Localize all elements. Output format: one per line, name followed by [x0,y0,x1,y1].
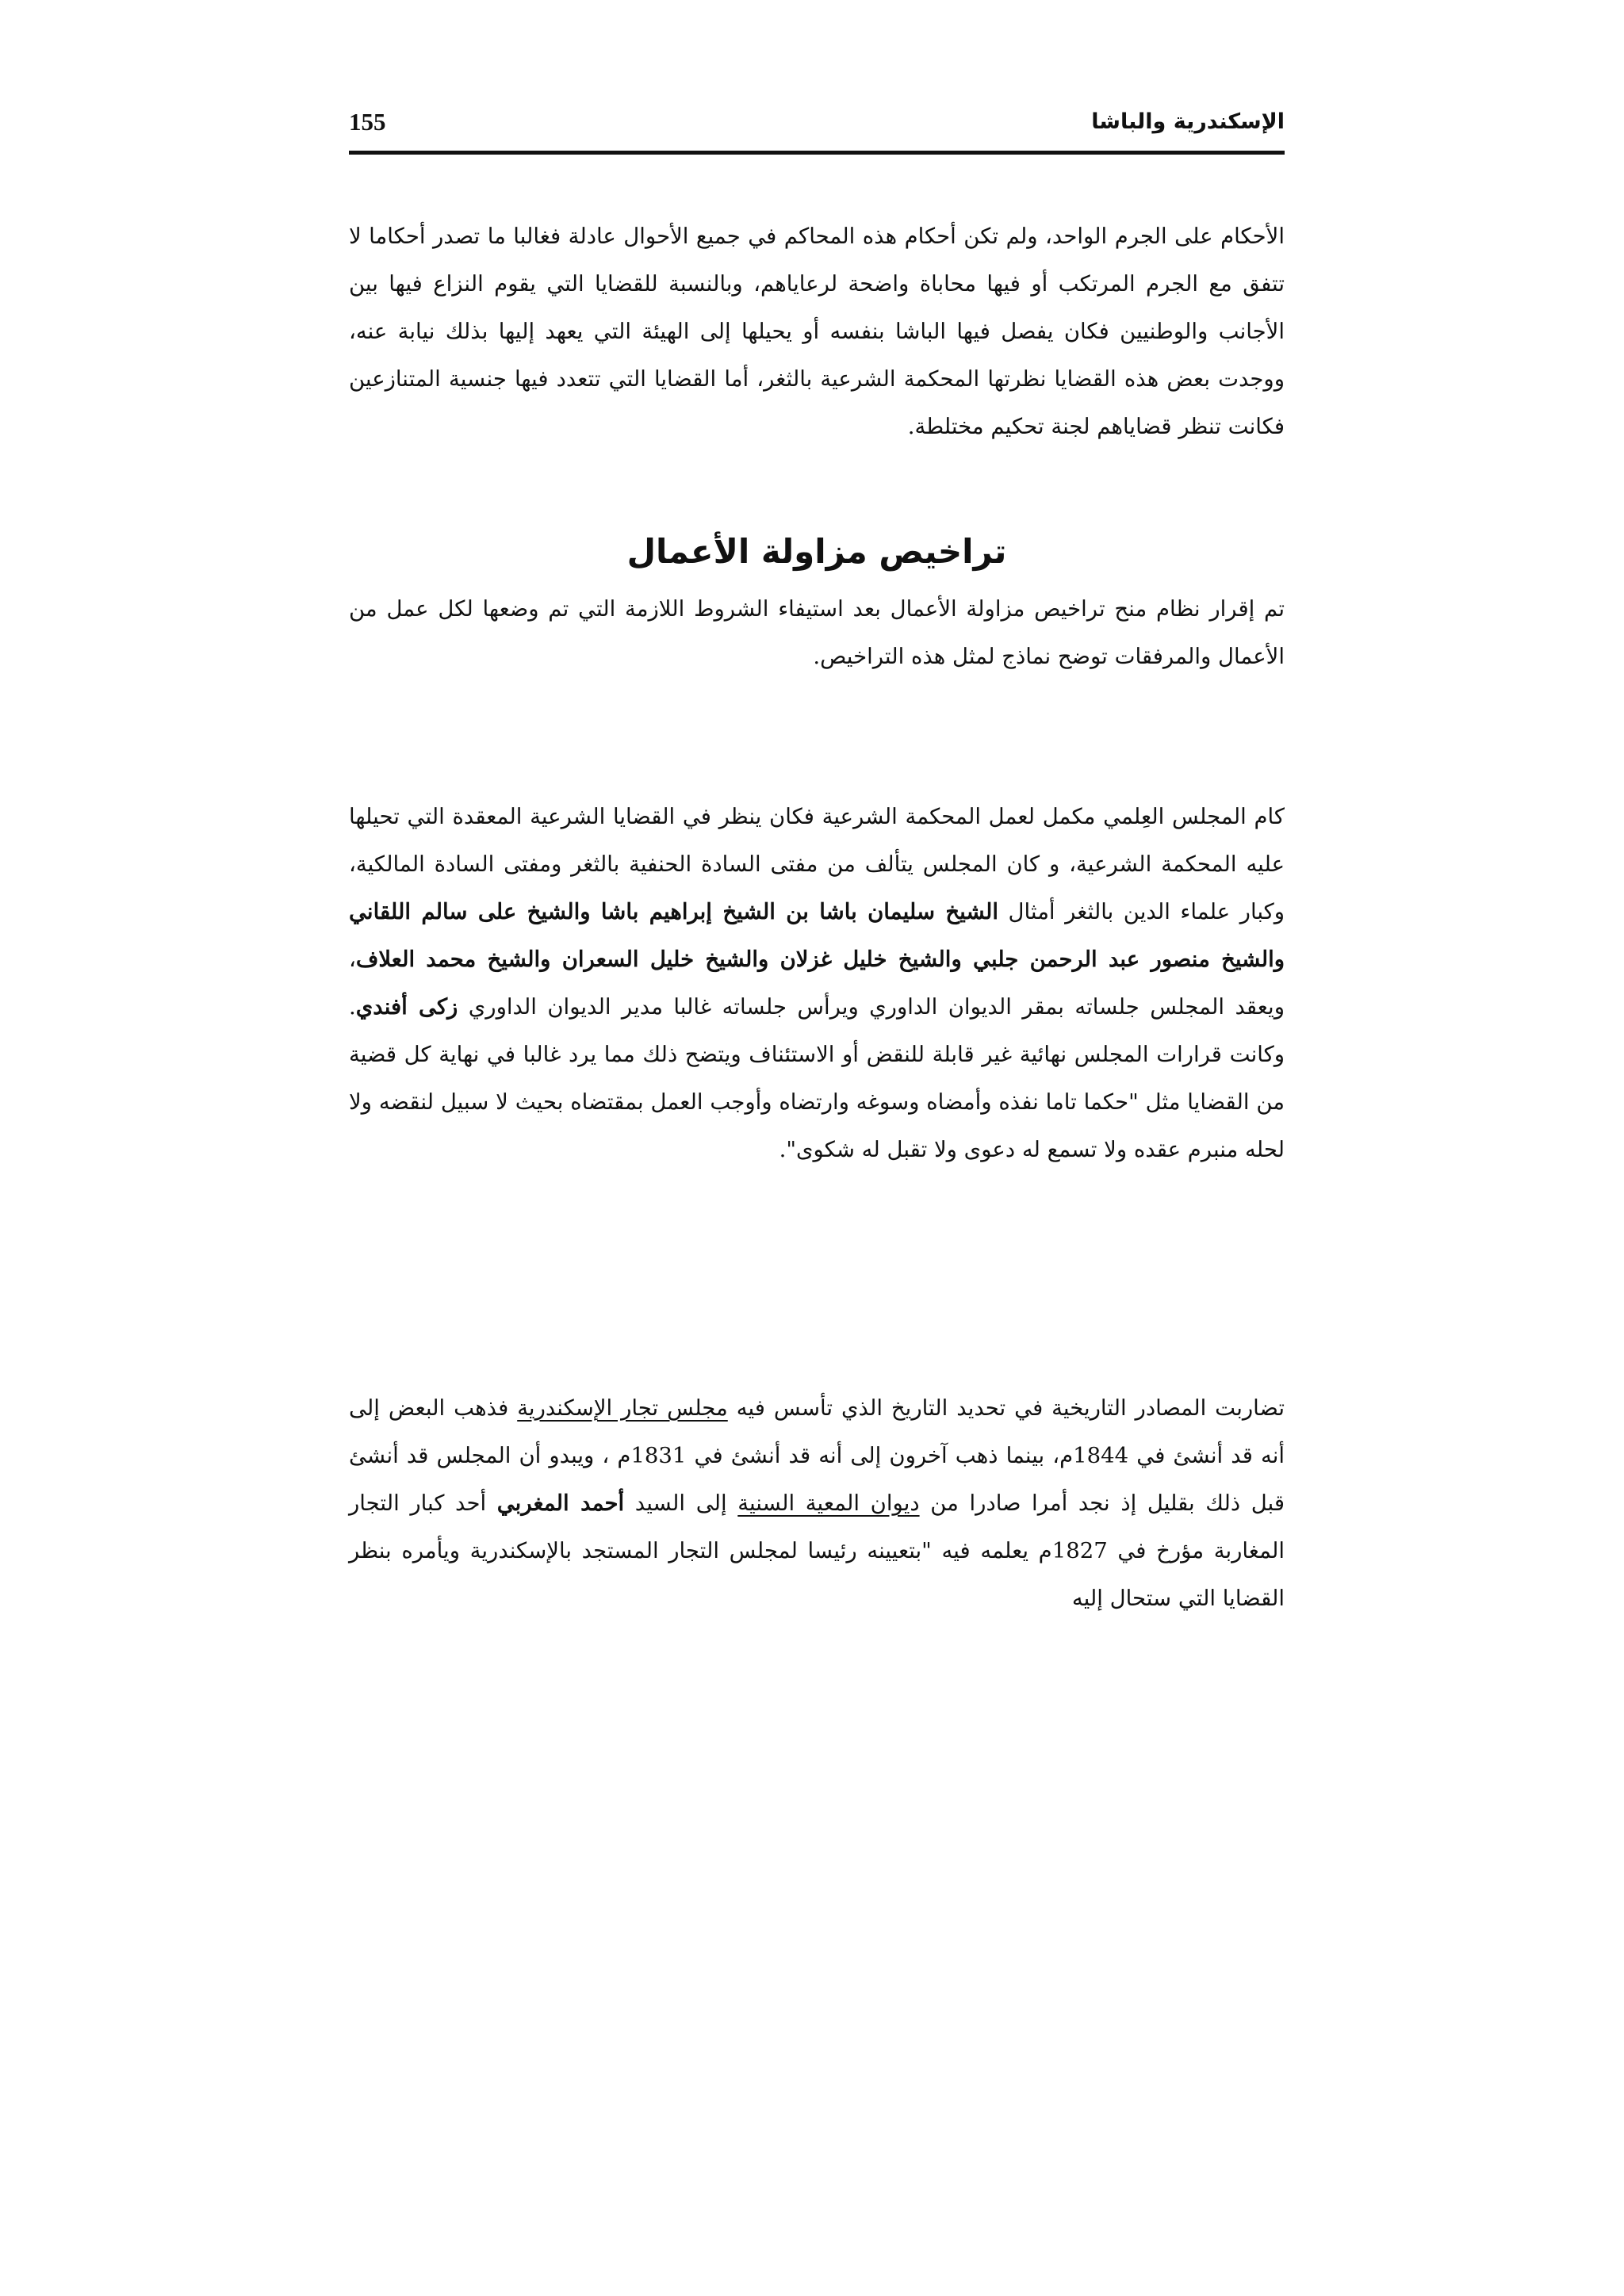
paragraph-4-text-4: أحد كبار التجار المغاربة مؤرخ في 1827م يعلمه فيه "بتعيينه رئيسا لمجلس التجار المستجد بالإسكندرية ويأمره بنظر القضايا التي ستحال إليه [349,1490,1285,1611]
page-header [349,103,1285,155]
paragraph-3-text-2: ، ويعقد المجلس جلساته بمقر الديوان الداوري ويرأس جلساته غالبا مدير الديوان الداوري [349,947,1285,1020]
section-heading: تراخيص مزاولة الأعمال [626,532,1007,571]
diwan-name: ديوان المعية السنية [737,1490,920,1516]
director-name: زكى أفندي [355,994,458,1020]
paragraph-4-text-1: تضاربت المصادر التاريخية في تحديد التاريخ الذي تأسس فيه [727,1395,1285,1421]
paragraph-4-text-3: إلى السيد [624,1490,738,1516]
page-number: 155 [349,108,386,136]
paragraph-courts: الأحكام على الجرم الواحد، ولم تكن أحكام هذه المحاكم في جميع الأحوال عادلة فغالبا ما تصدر أحكاما لا تتفق مع الجرم المرتكب أو فيها محاباة واضحة لرعاياهم، وبالنسبة للقضايا التي يقوم النزاع فيها بين الأجانب والوطنيين فكان يفصل فيها الباشا بنفسه أو يحيلها إلى الهيئة التي يعهد إليها بذلك نيابة عنه، ووجدت بعض هذه القضايا نظرتها المحكمة الشرعية بالثغر، أما القضايا التي تتعدد فيها جنسية المتنازعين فكانت تنظر قضاياهم لجنة تحكيم مختلطة. [349,224,1285,439]
paragraph-3-text-1: كام المجلس العِلمي مكمل لعمل المحكمة الشرعية فكان ينظر في القضايا الشرعية المعقدة التي تحيلها عليه المحكمة الشرعية، و كان المجلس يتألف من مفتى السادة الحنفية بالثغر ومفتى السادة المالكية، وكبار علماء الدين بالثغر أمثال [349,804,1285,924]
merchants-council-name: مجلس تجار الإسكندرية [517,1395,728,1421]
running-title: الإسكندرية والباشا [1091,109,1285,134]
scholars-names: الشيخ سليمان باشا بن الشيخ إبراهيم باشا والشيخ على سالم اللقاني والشيخ منصور عبد الرحمن جلبي والشيخ خليل غزلان والشيخ خليل السعران والشيخ محمد العلاف [349,899,1285,972]
paragraph-licenses: تم إقرار نظام منح تراخيص مزاولة الأعمال بعد استيفاء الشروط اللازمة التي تم وضعها لكل عمل من الأعمال والمرفقات توضح نماذج لمثل هذه التراخيص. [349,596,1285,669]
paragraph-scientific-council [349,793,1285,1173]
paragraph-merchants-council [349,1384,1285,1622]
paragraph-4-text-2: فذهب البعض إلى أنه قد أنشئ في 1844م، بينما ذهب آخرون إلى أنه قد أنشئ في 1831م ، ويبدو أن المجلس قد أنشئ قبل ذلك بقليل إذ نجد أمرا صادرا من [349,1395,1285,1516]
paragraph-3-text-3: . وكانت قرارات المجلس نهائية غير قابلة للنقض أو الاستئناف ويتضح ذلك مما يرد غالبا في نهاية كل قضية من القضايا مثل "حكما تاما نفذه وأمضاه وسوغه وارتضاه وأوجب العمل بمقتضاه بحيث لا سبيل لنقضه ولا لحله منبرم عقده ولا تسمع له دعوى ولا تقبل له شكوى". [349,994,1285,1162]
merchant-name: أحمد المغربي [496,1490,625,1516]
